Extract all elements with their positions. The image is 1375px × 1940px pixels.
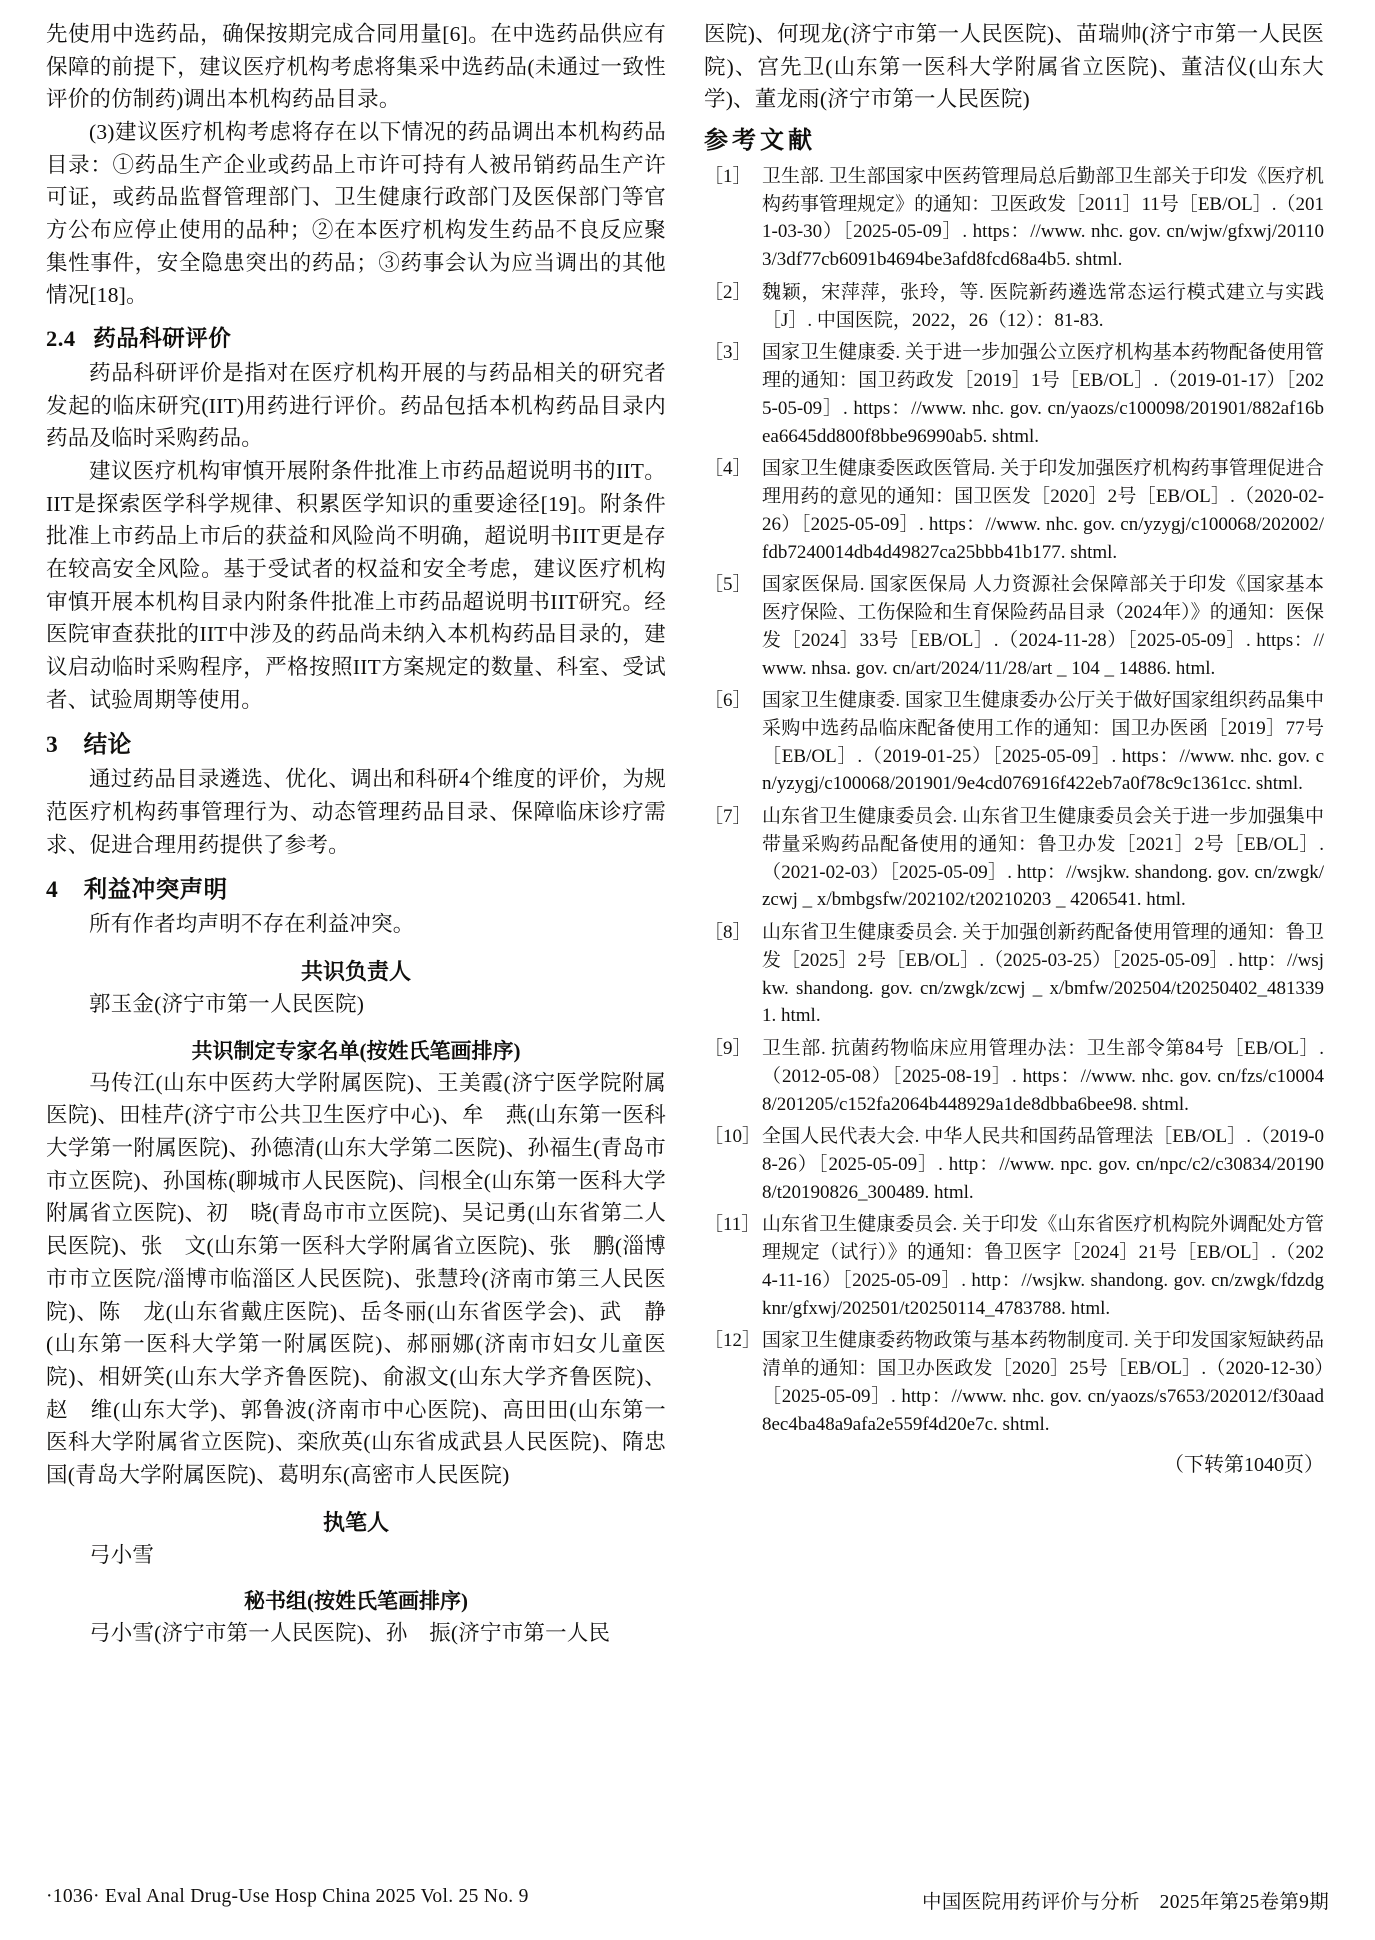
reference-text: 国家医保局. 国家医保局 人力资源社会保障部关于印发《国家基本医疗保险、工伤保险和生育保险药品目录（2024年）》的通知：医保发［2024］33号［EB/OL］.（2024-11-28）［2025-05-09］. https：//www. nhsa. gov. cn/art/2024/11/28/art _ 104 _ 14886. html. bbox=[762, 574, 1324, 679]
heading-section-4 bbox=[46, 870, 666, 904]
footer-left: ·1036· Eval Anal Drug-Use Hosp China 2025 Vol. 25 No. 9 bbox=[46, 1886, 529, 1907]
reference-item bbox=[704, 803, 1324, 914]
reference-number: ［4］ bbox=[704, 458, 752, 480]
two-column-body bbox=[46, 18, 1329, 1838]
page-footer bbox=[46, 1886, 1329, 1914]
left-column bbox=[46, 18, 666, 1838]
reference-text: 全国人民代表大会. 中华人民共和国药品管理法［EB/OL］.（2019-08-26）［2025-05-09］. http：//www. npc. gov. cn/npc/c2/c30834/201908/t20190826_300489. html. bbox=[762, 1126, 1324, 1203]
reference-text: 国家卫生健康委药物政策与基本药物制度司. 关于印发国家短缺药品清单的通知：国卫办医政发［2020］25号［EB/OL］.（2020-12-30）［2025-05-09］. http：//www. nhc. gov. cn/yaozs/s7653/202012/f30aad8ec4ba48a9afa2e559f4d20e7c. shtml. bbox=[762, 1330, 1324, 1435]
reference-item bbox=[704, 279, 1324, 334]
references-title: 参考文献 bbox=[704, 128, 816, 155]
reference-item bbox=[704, 919, 1324, 1030]
secretariat-list-continued: 医院)、何现龙(济宁市第一人民医院)、苗瑞帅(济宁市第一人民医院)、宫先卫(山东第一医科大学附属省立医院)、董洁仪(山东大学)、董龙雨(济宁市第一人民医院) bbox=[704, 22, 1324, 112]
reference-text: 国家卫生健康委. 关于进一步加强公立医疗机构基本药物配备使用管理的通知：国卫药政发［2019］1号［EB/OL］.（2019-01-17）［2025-05-09］. https：//www. nhc. gov. cn/yaozs/c100098/201901/882af16bea6645dd800f8bbe96990ab5. shtml. bbox=[762, 342, 1324, 447]
consensus-leader-name: 郭玉金(济宁市第一人民医院) bbox=[89, 992, 365, 1017]
reference-number: ［1］ bbox=[704, 166, 752, 188]
reference-number: ［8］ bbox=[704, 922, 752, 944]
writer-name: 弓小雪 bbox=[89, 1542, 155, 1567]
reference-number: ［2］ bbox=[704, 281, 752, 303]
heading-number: 4 bbox=[46, 877, 59, 904]
heading-writer: 执笔人 bbox=[322, 1509, 389, 1535]
expert-list: 马传江(山东中医药大学附属医院)、王美霞(济宁医学院附属医院)、田桂芹(济宁市公共卫生医疗中心)、牟 燕(山东第一医科大学第一附属医院)、孙德清(山东大学第二医院)、孙福生(青岛市市立医院)、孙国栋(聊城市人民医院)、闫根全(山东第一医科大学附属省立医院)、初 晓(青岛市市立医院)、吴记勇(山东省第二人民医院)、张 文(山东第一医科大学附属省立医院)、张 鹏(淄博市市立医院/淄博市临淄区人民医院)、张慧玲(济南市第三人民医院)、陈 龙(山东省戴庄医院)、岳冬丽(山东省医学会)、武 静(山东第一医科大学第一附属医院)、郝丽娜(济南市妇女儿童医院)、相妍笑(山东大学齐鲁医院)、俞淑文(山东大学齐鲁医院)、赵 维(山东大学)、郭鲁波(济南市中心医院)、高田田(山东第一医科大学附属省立医院)、栾欣英(山东省成武县人民医院)、隋忠国(青岛大学附属医院)、葛明东(高密市人民医院) bbox=[46, 1070, 666, 1487]
reference-item bbox=[704, 1123, 1324, 1206]
paragraph-2-4-2: 建议医疗机构审慎开展附条件批准上市药品超说明书的IIT。IIT是探索医学科学规律、积累医学知识的重要途径[19]。附条件批准上市药品上市后的获益和风险尚不明确，超说明书IIT更是存在较高安全风险。基于受试者的权益和安全考虑，建议医疗机构审慎开展本机构目录内附条件批准上市药品超说明书IIT研究。经医院审查获批的IIT中涉及的药品尚未纳入本机构药品目录的，建议启动临时采购程序，严格按照IIT方案规定的数量、科室、受试者、试验周期等使用。 bbox=[46, 459, 666, 712]
reference-text: 卫生部. 卫生部国家中医药管理局总后勤部卫生部关于印发《医疗机构药事管理规定》的通知：卫医政发［2011］11号［EB/OL］.（2011-03-30）［2025-05-09］. https：//www. nhc. gov. cn/wjw/gfxwj/201103/3df77cb6091b4694be3afd8fcd68a4b5. shtml. bbox=[762, 166, 1324, 271]
reference-list bbox=[704, 163, 1324, 1438]
reference-text: 卫生部. 抗菌药物临床应用管理办法：卫生部令第84号［EB/OL］.（2012-05-08）［2025-08-19］. https：//www. nhc. gov. cn/fzs/c100048/201205/c152fa2064b448929a1de8dbba6bee98. shtml. bbox=[762, 1038, 1324, 1115]
reference-number: ［6］ bbox=[704, 690, 752, 712]
heading-number: 2.4 bbox=[46, 326, 76, 352]
heading-text: 结论 bbox=[83, 732, 132, 759]
reference-text: 山东省卫生健康委员会. 关于印发《山东省医疗机构院外调配处方管理规定（试行）》的通知：鲁卫医字［2024］21号［EB/OL］.（2024-11-16）［2025-05-09］. http：//wsjkw. shandong. gov. cn/zwgk/fdzdgknr/gfxwj/202501/t20250114_4783788. html. bbox=[762, 1214, 1324, 1319]
reference-number: ［10］ bbox=[704, 1126, 762, 1148]
reference-item bbox=[704, 687, 1324, 798]
reference-number: ［9］ bbox=[704, 1038, 752, 1060]
footer-right: 中国医院用药评价与分析 2025年第25卷第9期 bbox=[922, 1892, 1329, 1913]
right-column bbox=[704, 18, 1324, 1838]
reference-item bbox=[704, 163, 1324, 274]
reference-text: 国家卫生健康委医政医管局. 关于印发加强医疗机构药事管理促进合理用药的意见的通知：国卫医发［2020］2号［EB/OL］.（2020-02-26）［2025-05-09］. https：//www. nhc. gov. cn/yzygj/c100068/202002/fdb7240014db4d49827ca25bbb41b177. shtml. bbox=[762, 458, 1324, 563]
secretariat-list: 弓小雪(济宁市第一人民医院)、孙 振(济宁市第一人民 bbox=[89, 1621, 611, 1646]
reference-number: ［11］ bbox=[704, 1214, 761, 1236]
reference-item bbox=[704, 1035, 1324, 1118]
reference-number: ［3］ bbox=[704, 342, 752, 364]
reference-text: 山东省卫生健康委员会. 山东省卫生健康委员会关于进一步加强集中带量采购药品配备使用的通知：鲁卫办发［2021］2号［EB/OL］.（2021-02-03）［2025-05-09］. http：//wsjkw. shandong. gov. cn/zwgk/zcwj _ x/bmbgsfw/202102/t20210203 _ 4206541. html. bbox=[762, 806, 1324, 911]
paragraph-conflict-of-interest: 所有作者均声明不存在利益冲突。 bbox=[89, 912, 415, 937]
heading-consensus-leader: 共识负责人 bbox=[300, 959, 411, 985]
reference-item bbox=[704, 339, 1324, 450]
heading-secretariat: 秘书组(按姓氏笔画排序) bbox=[244, 1589, 468, 1614]
paragraph-conclusion: 通过药品目录遴选、优化、调出和科研4个维度的评价，为规范医疗机构药事管理行为、动态管理药品目录、保障临床诊疗需求、促进合理用药提供了参考。 bbox=[46, 767, 666, 857]
reference-item bbox=[704, 1327, 1324, 1438]
reference-number: ［12］ bbox=[704, 1330, 762, 1352]
reference-text: 山东省卫生健康委员会. 关于加强创新药配备使用管理的通知：鲁卫发［2025］2号［EB/OL］.（2025-03-25）［2025-05-09］. http：//wsjkw. shandong. gov. cn/zwgk/zcwj _ x/bmfw/202504/t20250402_4813391. html. bbox=[762, 922, 1324, 1027]
heading-section-2-4 bbox=[46, 321, 666, 353]
heading-text: 利益冲突声明 bbox=[83, 877, 228, 904]
heading-number: 3 bbox=[46, 732, 59, 759]
paragraph-2-4-1: 药品科研评价是指对在医疗机构开展的与药品相关的研究者发起的临床研究(IIT)用药进行评价。药品包括本机构药品目录内药品及临时采购药品。 bbox=[46, 361, 666, 451]
heading-expert-list: 共识制定专家名单(按姓氏笔画排序) bbox=[191, 1038, 521, 1063]
reference-item bbox=[704, 571, 1324, 682]
reference-item bbox=[704, 455, 1324, 566]
paragraph-continued: 先使用中选药品，确保按期完成合同用量[6]。在中选药品供应有保障的前提下，建议医疗机构考虑将集采中选药品(未通过一致性评价的仿制药)调出本机构药品目录。 bbox=[46, 22, 666, 112]
reference-text: 魏颖，宋萍萍，张玲，等. 医院新药遴选常态运行模式建立与实践［J］. 中国医院，2022，26（12）：81-83. bbox=[762, 281, 1324, 331]
heading-text: 药品科研评价 bbox=[93, 326, 232, 352]
paragraph-item-3: (3)建议医疗机构考虑将存在以下情况的药品调出本机构药品目录：①药品生产企业或药品上市许可持有人被吊销药品生产许可证，或药品监督管理部门、卫生健康行政部门及医保部门等官方公布应停止使用的品种；②在本医疗机构发生药品不良反应聚集性事件，安全隐患突出的药品；③药事会认为应当调出的其他情况[18]。 bbox=[46, 120, 666, 308]
reference-number: ［7］ bbox=[704, 806, 752, 828]
reference-text: 国家卫生健康委. 国家卫生健康委办公厅关于做好国家组织药品集中采购中选药品临床配备使用工作的通知：国卫办医函［2019］77号［EB/OL］.（2019-01-25）［2025-05-09］. https：//www. nhc. gov. cn/yzygj/c100068/201901/9e4cd076916f422eb7a0f78c9c1361cc. shtml. bbox=[762, 690, 1324, 795]
reference-item bbox=[704, 1211, 1324, 1322]
reference-number: ［5］ bbox=[704, 574, 752, 596]
heading-section-3 bbox=[46, 725, 666, 759]
continuation-note: （下转第1040页） bbox=[1164, 1454, 1324, 1477]
